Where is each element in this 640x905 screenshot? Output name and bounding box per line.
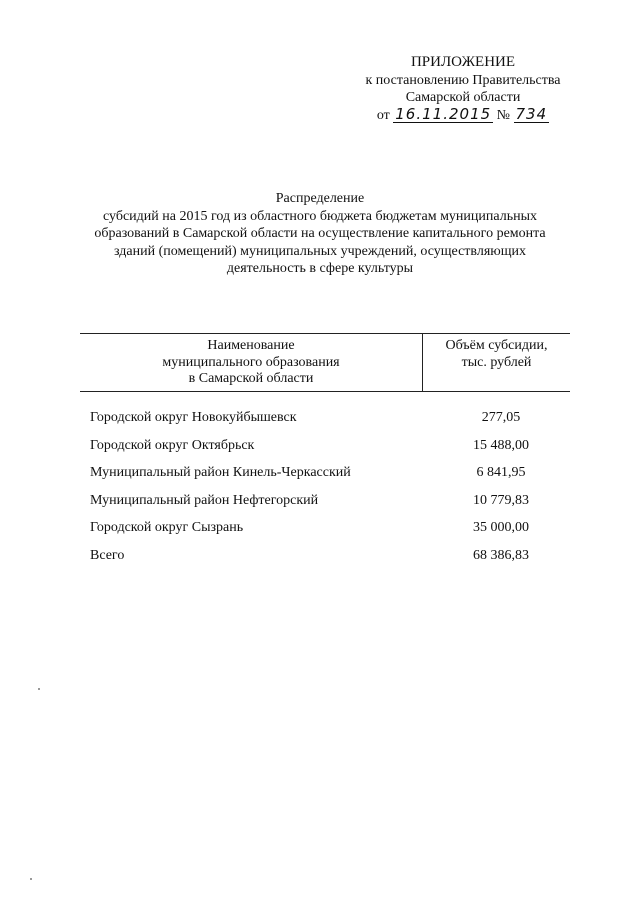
table-row — [90, 492, 570, 520]
appendix-date-line — [348, 104, 578, 125]
appendix-block — [348, 54, 578, 124]
table-row — [90, 437, 570, 465]
header-value-line: Объём субсидии, — [445, 338, 548, 353]
table-body — [90, 409, 570, 574]
row-value: 6 841,95 — [476, 465, 526, 480]
document-title — [60, 190, 580, 278]
row-value: 10 779,83 — [473, 492, 529, 508]
row-value: 15 488,00 — [473, 437, 529, 453]
date-prefix: от — [376, 107, 390, 123]
header-name-line: Наименование — [207, 338, 295, 353]
header-name-line: муниципального образования — [162, 354, 340, 370]
table-header — [80, 333, 570, 392]
row-value: 68 386,83 — [473, 547, 529, 563]
row-name: Городской округ Сызрань — [90, 520, 244, 535]
row-name: Городской округ Октябрьск — [90, 437, 255, 453]
header-name-line: в Самарской области — [188, 371, 314, 386]
appendix-heading: ПРИЛОЖЕНИЕ — [410, 54, 516, 70]
table-row — [90, 409, 570, 437]
row-value: 277,05 — [481, 410, 521, 425]
header-value-cell — [423, 334, 570, 391]
header-value-line: тыс. рублей — [461, 354, 532, 370]
title-line-5: деятельность в сфере культуры — [226, 261, 414, 276]
title-line-4: зданий (помещений) муниципальных учреждений, осуществляющих — [114, 243, 526, 259]
row-name: Муниципальный район Кинель-Черкасский — [90, 465, 351, 480]
title-line-1: Распределение — [275, 191, 365, 206]
scan-speck — [38, 688, 40, 690]
row-name: Муниципальный район Нефтегорский — [90, 492, 319, 508]
row-value: 35 000,00 — [473, 520, 529, 535]
table-row-total — [90, 547, 570, 575]
handwritten-date: 16.11.2015 — [395, 104, 492, 123]
scan-speck — [30, 878, 32, 880]
header-name-cell — [80, 334, 423, 391]
appendix-line-1: к постановлению Правительства — [365, 72, 561, 88]
title-line-2: субсидий на 2015 год из областного бюджета бюджетам муниципальных — [103, 208, 537, 224]
table-row — [90, 464, 570, 492]
number-sign: № — [496, 107, 511, 123]
table-row — [90, 519, 570, 547]
handwritten-number: 734 — [515, 104, 548, 123]
appendix-line-2: Самарской области — [405, 90, 521, 105]
title-line-3: образований в Самарской области на осуществление капитального ремонта — [94, 226, 546, 241]
row-name: Городской округ Новокуйбышевск — [90, 410, 297, 425]
row-name: Всего — [90, 547, 125, 563]
